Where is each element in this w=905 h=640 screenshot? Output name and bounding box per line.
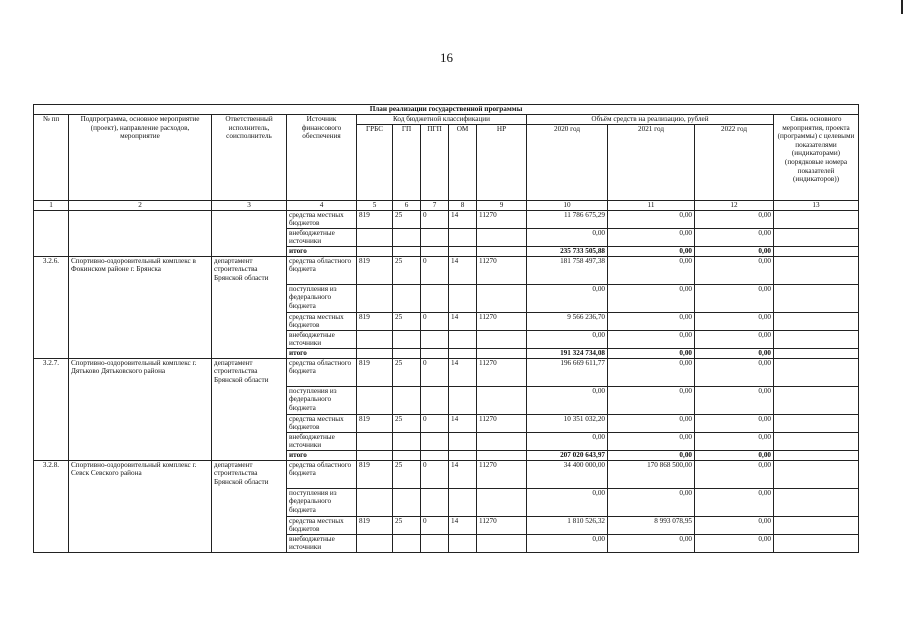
gp-cell [393,246,421,256]
amount-2022-cell: 0,00 [695,534,774,552]
np-cell [477,330,527,348]
link-cell [774,534,859,552]
link-cell [774,210,859,228]
amount-2021-cell: 0,00 [608,246,695,256]
header-grbs: ГРБС [357,124,393,200]
grbs-cell: 819 [357,210,393,228]
source-cell: средства местных бюджетов [287,516,357,534]
amount-2020-cell: 196 669 611,77 [527,358,608,386]
amount-2020-cell: 34 400 000,00 [527,460,608,488]
grbs-cell [357,450,393,460]
link-cell [774,312,859,330]
pgp-cell: 0 [421,210,449,228]
amount-2022-cell: 0,00 [695,358,774,386]
amount-2020-cell: 191 324 734,08 [527,348,608,358]
header-source: Источник финансового обеспечения [287,115,357,201]
om-cell: 14 [449,516,477,534]
np-cell: 11270 [477,312,527,330]
pgp-cell [421,348,449,358]
grbs-cell [357,348,393,358]
source-cell: поступления из федерального бюджета [287,386,357,414]
activity-number: 3.2.7. [34,358,69,460]
link-cell [774,386,859,414]
activity-number: 3.2.6. [34,256,69,358]
link-cell [774,488,859,516]
table-row [34,256,859,284]
np-cell: 11270 [477,358,527,386]
om-cell: 14 [449,210,477,228]
amount-2021-cell: 0,00 [608,414,695,432]
header-om: ОМ [449,124,477,200]
om-cell [449,488,477,516]
column-number: 5 [357,200,393,210]
gp-cell: 25 [393,460,421,488]
column-number: 9 [477,200,527,210]
pgp-cell [421,450,449,460]
grbs-cell: 819 [357,256,393,284]
amount-2020-cell: 207 020 643,97 [527,450,608,460]
grbs-cell [357,488,393,516]
header-funds: Объём средств на реализацию, рублей [527,115,774,125]
grbs-cell: 819 [357,460,393,488]
amount-2020-cell: 0,00 [527,488,608,516]
grbs-cell [357,330,393,348]
amount-2022-cell: 0,00 [695,348,774,358]
amount-2020-cell: 1 810 526,32 [527,516,608,534]
column-number: 8 [449,200,477,210]
grbs-cell: 819 [357,312,393,330]
amount-2022-cell: 0,00 [695,460,774,488]
gp-cell: 25 [393,312,421,330]
scan-edge-mark [901,0,903,14]
amount-2020-cell: 0,00 [527,534,608,552]
amount-2020-cell: 0,00 [527,228,608,246]
amount-2021-cell: 0,00 [608,432,695,450]
pgp-cell [421,246,449,256]
amount-2020-cell: 10 351 032,20 [527,414,608,432]
grbs-cell: 819 [357,358,393,386]
header-link: Связь основного мероприятия, проекта (программы) с целевыми показателями (индикаторами) (порядковые номера показателей (индикаторов)) [774,115,859,201]
amount-2020-cell: 0,00 [527,386,608,414]
column-number: 3 [212,200,287,210]
link-cell [774,460,859,488]
header-row-1 [34,115,859,125]
column-number: 13 [774,200,859,210]
grbs-cell [357,228,393,246]
amount-2020-cell: 0,00 [527,330,608,348]
responsible-executor: департамент строительства Брянской области [212,256,287,358]
grbs-cell [357,246,393,256]
amount-2022-cell: 0,00 [695,414,774,432]
source-cell: внебюджетные источники [287,432,357,450]
amount-2022-cell: 0,00 [695,284,774,312]
header-np: НР [477,124,527,200]
subprogram-cell [69,210,212,256]
om-cell: 14 [449,460,477,488]
link-cell [774,358,859,386]
amount-2022-cell: 0,00 [695,210,774,228]
om-cell [449,330,477,348]
header-gp: ГП [393,124,421,200]
link-cell [774,450,859,460]
om-cell [449,284,477,312]
pgp-cell [421,534,449,552]
link-cell [774,516,859,534]
source-cell: внебюджетные источники [287,330,357,348]
column-number: 7 [421,200,449,210]
link-cell [774,256,859,284]
source-cell: средства местных бюджетов [287,312,357,330]
source-cell: внебюджетные источники [287,534,357,552]
source-cell: средства областного бюджета [287,358,357,386]
gp-cell [393,330,421,348]
amount-2022-cell: 0,00 [695,246,774,256]
np-cell [477,246,527,256]
gp-cell [393,386,421,414]
np-cell: 11270 [477,256,527,284]
grbs-cell: 819 [357,414,393,432]
source-cell: поступления из федерального бюджета [287,284,357,312]
amount-2021-cell: 0,00 [608,210,695,228]
source-cell: средства областного бюджета [287,256,357,284]
amount-2021-cell: 0,00 [608,256,695,284]
column-number-row [34,200,859,210]
amount-2021-cell: 0,00 [608,330,695,348]
gp-cell [393,432,421,450]
source-cell: средства областного бюджета [287,460,357,488]
pgp-cell [421,228,449,246]
amount-2022-cell: 0,00 [695,312,774,330]
pgp-cell [421,488,449,516]
amount-2021-cell: 8 993 078,95 [608,516,695,534]
np-cell: 11270 [477,210,527,228]
link-cell [774,246,859,256]
source-cell: итого [287,348,357,358]
amount-2022-cell: 0,00 [695,330,774,348]
header-budget-code: Код бюджетной классификации [357,115,527,125]
activity-name: Спортивно-оздоровительный комплекс г. Севск Севского района [69,460,212,552]
column-number: 2 [69,200,212,210]
gp-cell [393,488,421,516]
np-cell [477,386,527,414]
table-row [34,460,859,488]
grbs-cell: 819 [357,516,393,534]
om-cell [449,534,477,552]
np-cell [477,228,527,246]
table-title: План реализации государственной программы [34,105,859,115]
amount-2020-cell: 9 566 236,70 [527,312,608,330]
om-cell [449,228,477,246]
amount-2021-cell: 0,00 [608,534,695,552]
header-subprogram: Подпрограмма, основное мероприятие (проект), направление расходов, мероприятие [69,115,212,201]
np-cell [477,432,527,450]
grbs-cell [357,386,393,414]
pgp-cell [421,284,449,312]
activity-number: 3.2.8. [34,460,69,552]
column-number: 12 [695,200,774,210]
link-cell [774,228,859,246]
om-cell: 14 [449,256,477,284]
program-plan-table [33,104,859,553]
responsible-cell [212,210,287,256]
grbs-cell [357,432,393,450]
amount-2021-cell: 0,00 [608,348,695,358]
table-row [34,358,859,386]
np-cell [477,534,527,552]
column-number: 1 [34,200,69,210]
amount-2022-cell: 0,00 [695,256,774,284]
pgp-cell: 0 [421,256,449,284]
amount-2020-cell: 235 733 505,88 [527,246,608,256]
header-2020: 2020 год [527,124,608,200]
amount-2021-cell: 170 868 500,00 [608,460,695,488]
page-number: 16 [440,50,453,65]
link-cell [774,284,859,312]
amount-2021-cell: 0,00 [608,284,695,312]
amount-2022-cell: 0,00 [695,386,774,414]
np-cell: 11270 [477,460,527,488]
source-cell: поступления из федерального бюджета [287,488,357,516]
gp-cell [393,534,421,552]
om-cell [449,432,477,450]
gp-cell [393,228,421,246]
header-num: № пп [34,115,69,201]
np-cell [477,284,527,312]
gp-cell [393,284,421,312]
pgp-cell [421,330,449,348]
amount-2022-cell: 0,00 [695,432,774,450]
amount-2020-cell: 11 786 675,29 [527,210,608,228]
source-cell: итого [287,450,357,460]
header-pgp: ПГП [421,124,449,200]
om-cell [449,348,477,358]
source-cell: средства местных бюджетов [287,210,357,228]
gp-cell [393,450,421,460]
activity-name: Спортивно-оздоровительный комплекс в Фокинском районе г. Брянска [69,256,212,358]
np-cell [477,348,527,358]
om-cell: 14 [449,414,477,432]
pgp-cell: 0 [421,358,449,386]
amount-2021-cell: 0,00 [608,312,695,330]
source-cell: средства местных бюджетов [287,414,357,432]
activity-name: Спортивно-оздоровительный комплекс г. Дятьково Дятьковского района [69,358,212,460]
gp-cell: 25 [393,256,421,284]
gp-cell [393,348,421,358]
gp-cell: 25 [393,414,421,432]
column-number: 4 [287,200,357,210]
om-cell: 14 [449,312,477,330]
responsible-executor: департамент строительства Брянской области [212,460,287,552]
pgp-cell [421,386,449,414]
np-cell [477,450,527,460]
amount-2022-cell: 0,00 [695,516,774,534]
pgp-cell [421,432,449,450]
responsible-executor: департамент строительства Брянской области [212,358,287,460]
link-cell [774,432,859,450]
column-number: 6 [393,200,421,210]
np-cell: 11270 [477,516,527,534]
amount-2021-cell: 0,00 [608,488,695,516]
amount-2020-cell: 0,00 [527,284,608,312]
grbs-cell [357,534,393,552]
column-number: 11 [608,200,695,210]
gp-cell: 25 [393,516,421,534]
column-number: 10 [527,200,608,210]
link-cell [774,330,859,348]
pgp-cell: 0 [421,460,449,488]
om-cell: 14 [449,358,477,386]
om-cell [449,246,477,256]
amount-2021-cell: 0,00 [608,228,695,246]
amount-2022-cell: 0,00 [695,228,774,246]
source-cell: итого [287,246,357,256]
header-2021: 2021 год [608,124,695,200]
table-title-row [34,105,859,115]
np-cell: 11270 [477,414,527,432]
header-responsible: Ответственный исполнитель, соисполнитель [212,115,287,201]
pgp-cell: 0 [421,312,449,330]
amount-2020-cell: 181 758 497,38 [527,256,608,284]
amount-2022-cell: 0,00 [695,450,774,460]
gp-cell: 25 [393,210,421,228]
grbs-cell [357,284,393,312]
om-cell [449,386,477,414]
np-cell [477,488,527,516]
source-cell: внебюджетные источники [287,228,357,246]
pgp-cell: 0 [421,414,449,432]
om-cell [449,450,477,460]
table-row [34,210,859,228]
link-cell [774,348,859,358]
amount-2020-cell: 0,00 [527,432,608,450]
header-2022: 2022 год [695,124,774,200]
amount-2022-cell: 0,00 [695,488,774,516]
amount-2021-cell: 0,00 [608,386,695,414]
link-cell [774,414,859,432]
amount-2021-cell: 0,00 [608,358,695,386]
pgp-cell: 0 [421,516,449,534]
num-cell [34,210,69,256]
amount-2021-cell: 0,00 [608,450,695,460]
gp-cell: 25 [393,358,421,386]
